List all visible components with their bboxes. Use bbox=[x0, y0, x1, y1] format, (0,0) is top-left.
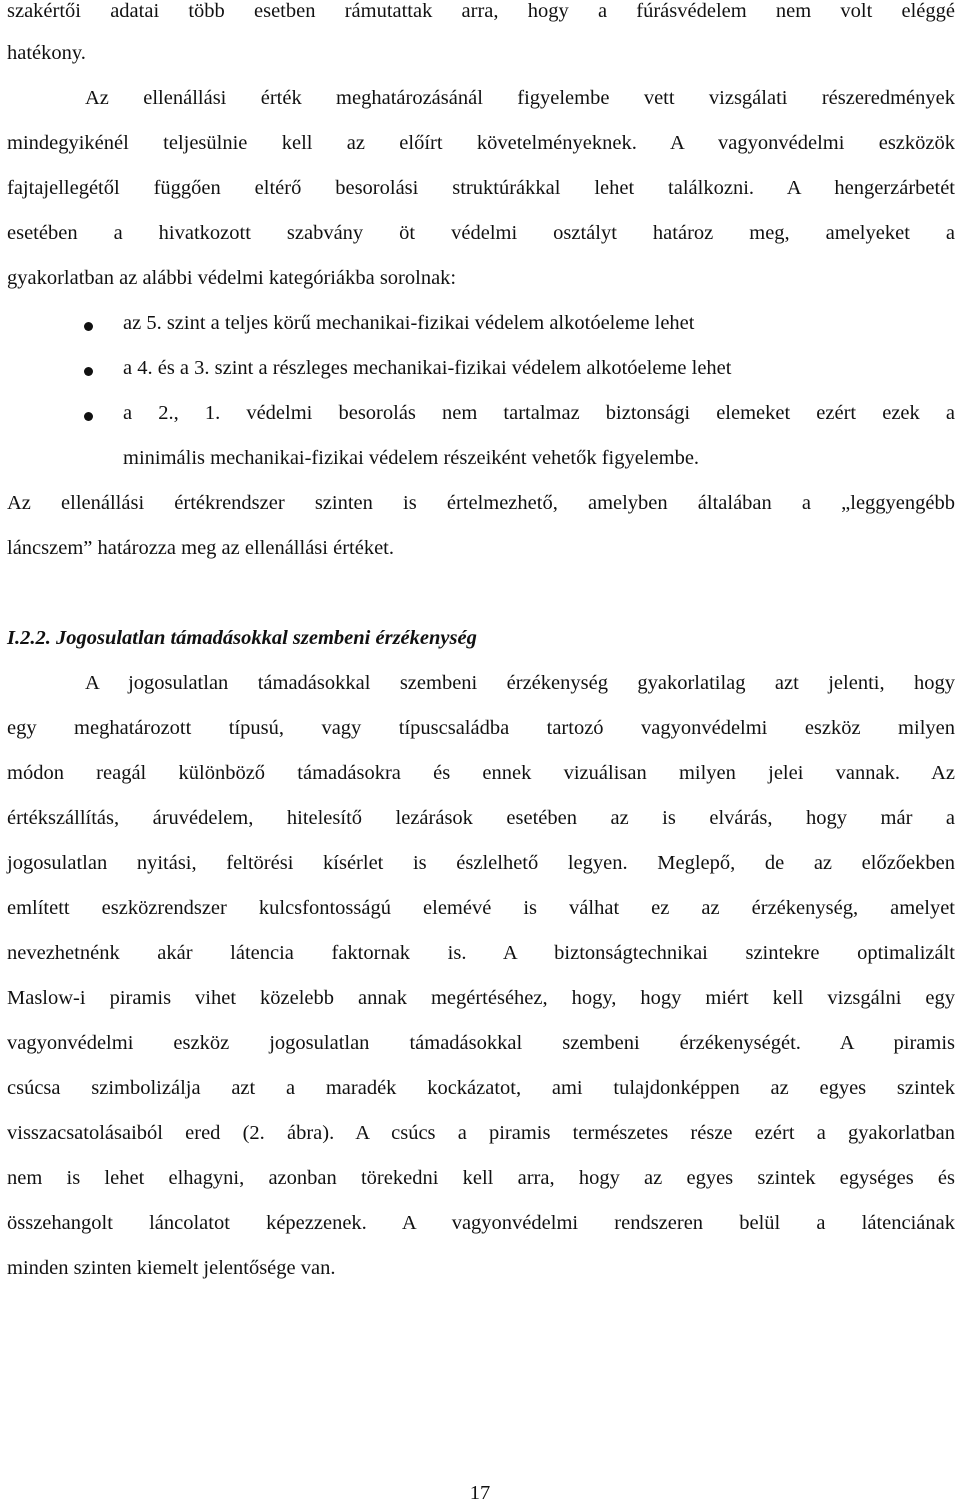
paragraph-line: szakértői adatai több esetben rámutattak arra, hogy a fúrásvédelem nem volt eléggé bbox=[7, 0, 955, 22]
page-number: 17 bbox=[469, 1482, 491, 1504]
paragraph-line: nem is lehet elhagyni, azonban törekedni kell arra, hogy az egyes szintek egységes és bbox=[7, 1167, 955, 1189]
paragraph-line: fajtajellegétől függően eltérő besorolási struktúrákkal lehet találkozni. A hengerzárbetét bbox=[7, 177, 955, 199]
paragraph-line: jogosulatlan nyitási, feltörési kísérlet is észlelhető legyen. Meglepő, de az előzőekben bbox=[7, 852, 955, 874]
paragraph-line: hatékony. bbox=[7, 42, 86, 64]
paragraph-line: visszacsatolásaiból ered (2. ábra). A csúcs a piramis természetes része ezért a gyakorlatban bbox=[7, 1122, 955, 1144]
section-title: Jogosulatlan támadásokkal szembeni érzékenység bbox=[55, 627, 477, 649]
bullet-icon bbox=[84, 322, 93, 331]
paragraph-line: nevezhetnénk akár látencia faktornak is. A biztonságtechnikai szintekre optimalizált bbox=[7, 942, 955, 964]
bullet-icon bbox=[84, 367, 93, 376]
paragraph-line: vagyonvédelmi eszköz jogosulatlan támadásokkal szembeni érzékenységét. A piramis bbox=[7, 1032, 955, 1054]
paragraph-line: összehangolt láncolatot képezzenek. A vagyonvédelmi rendszeren belül a látenciának bbox=[7, 1212, 955, 1234]
section-number: I.2.2. bbox=[7, 627, 51, 649]
section-heading bbox=[7, 627, 955, 650]
paragraph-line: Maslow-i piramis vihet közelebb annak megértéséhez, hogy, hogy miért kell vizsgálni egy bbox=[7, 987, 955, 1009]
paragraph-line: értékszállítás, áruvédelem, hitelesítő lezárások esetében az is elvárás, hogy már a bbox=[7, 807, 955, 829]
paragraph-line: egy meghatározott típusú, vagy típuscsaládba tartozó vagyonvédelmi eszköz milyen bbox=[7, 717, 955, 739]
bullet-item-continuation: minimális mechanikai-fizikai védelem részeiként vehetők figyelembe. bbox=[123, 447, 700, 469]
bullet-item: az 5. szint a teljes körű mechanikai-fizikai védelem alkotóeleme lehet bbox=[123, 312, 695, 334]
paragraph-line: láncszem” határozza meg az ellenállási értéket. bbox=[7, 537, 394, 559]
paragraph-line: csúcsa szimbolizálja azt a maradék kockázatot, ami tulajdonképpen az egyes szintek bbox=[7, 1077, 955, 1099]
paragraph-line: Az ellenállási értékrendszer szinten is értelmezhető, amelyben általában a „leggyengébb bbox=[7, 492, 955, 514]
bullet-item: a 2., 1. védelmi besorolás nem tartalmaz biztonsági elemeket ezért ezek a bbox=[123, 402, 955, 424]
paragraph-line: gyakorlatban az alábbi védelmi kategóriákba sorolnak: bbox=[7, 267, 457, 289]
paragraph-line: esetében a hivatkozott szabvány öt védelmi osztályt határoz meg, amelyeket a bbox=[7, 222, 955, 244]
paragraph-line: Az ellenállási érték meghatározásánál figyelembe vett vizsgálati részeredmények bbox=[85, 87, 955, 109]
bullet-icon bbox=[84, 412, 93, 421]
paragraph-line: módon reagál különböző támadásokra és ennek vizuálisan milyen jelei vannak. Az bbox=[7, 762, 955, 784]
bullet-item: a 4. és a 3. szint a részleges mechanikai-fizikai védelem alkotóeleme lehet bbox=[123, 357, 732, 379]
paragraph-line: mindegyikénél teljesülnie kell az előírt követelményeknek. A vagyonvédelmi eszközök bbox=[7, 132, 955, 154]
paragraph-line: minden szinten kiemelt jelentősége van. bbox=[7, 1257, 336, 1279]
paragraph-line: A jogosulatlan támadásokkal szembeni érzékenység gyakorlatilag azt jelenti, hogy bbox=[85, 672, 955, 694]
paragraph-line: említett eszközrendszer kulcsfontosságú elemévé is válhat ez az érzékenység, amelyet bbox=[7, 897, 955, 919]
